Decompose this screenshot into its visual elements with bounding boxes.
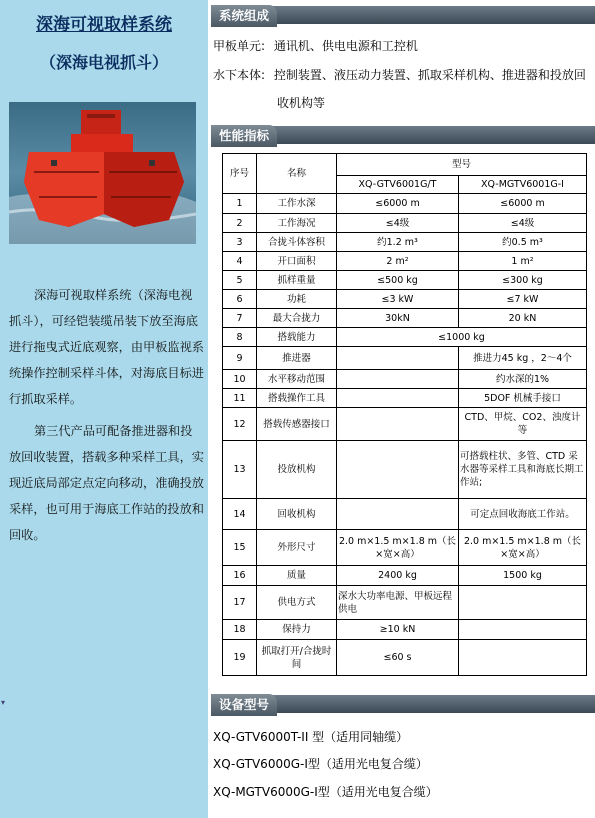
section-header-performance: [211, 125, 595, 147]
row-b: ≤300 kg: [459, 271, 587, 290]
row-a: 约1.2 m³: [337, 233, 459, 252]
header-no: 序号: [223, 154, 257, 194]
row-b: [459, 586, 587, 620]
row-no: 18: [223, 620, 257, 640]
models-header-label: 设备型号: [211, 694, 277, 716]
performance-header-label: 性能指标: [211, 125, 277, 147]
row-b: [459, 640, 587, 676]
sidebar: [0, 0, 208, 818]
deck-unit-text: 通讯机、供电电源和工控机: [273, 39, 418, 53]
product-subtitle: （深海电视抓斗）: [39, 53, 168, 72]
row-name: 推进器: [257, 347, 337, 370]
row-name: 搭载能力: [257, 328, 337, 347]
product-title[interactable]: 深海可视取样系统: [36, 15, 172, 35]
row-no: 19: [223, 640, 257, 676]
row-a: [337, 347, 459, 370]
row-no: 8: [223, 328, 257, 347]
row-no: 1: [223, 194, 257, 214]
deck-unit-label: 甲板单元:: [213, 39, 266, 53]
row-no: 10: [223, 370, 257, 389]
row-name: 投放机构: [257, 441, 337, 499]
row-name: 搭载操作工具: [257, 389, 337, 408]
row-merged: ≤1000 kg: [337, 328, 587, 347]
row-no: 11: [223, 389, 257, 408]
row-no: 6: [223, 290, 257, 309]
performance-table: [222, 153, 587, 676]
row-b: 可搭载柱状、多管、CTD 采水器等采样工具和海底长期工作站;: [459, 441, 587, 499]
composition-header-label: 系统组成: [211, 5, 277, 27]
underwater-line-2: 收机构等: [277, 96, 326, 110]
row-a: ≤60 s: [337, 640, 459, 676]
row-no: 15: [223, 530, 257, 566]
row-a: 2 m²: [337, 252, 459, 271]
row-a: ≤500 kg: [337, 271, 459, 290]
row-name: 抓样重量: [257, 271, 337, 290]
row-a: [337, 408, 459, 441]
row-name: 开口面积: [257, 252, 337, 271]
section-header-composition: [211, 5, 595, 27]
row-b: ≤4级: [459, 214, 587, 233]
row-a: ≤4级: [337, 214, 459, 233]
row-name: 功耗: [257, 290, 337, 309]
row-no: 7: [223, 309, 257, 328]
row-b: 可定点回收海底工作站。: [459, 499, 587, 530]
row-name: 质量: [257, 566, 337, 586]
row-no: 16: [223, 566, 257, 586]
row-a: 2.0 m×1.5 m×1.8 m（长×宽×高）: [337, 530, 459, 566]
row-b: 推进力45 kg ，2～4个: [459, 347, 587, 370]
deck-unit-line: [213, 37, 418, 55]
model-a-header: XQ-GTV6001G/T: [337, 176, 459, 194]
row-b: ≤7 kW: [459, 290, 587, 309]
row-no: 3: [223, 233, 257, 252]
row-name: 工作海况: [257, 214, 337, 233]
row-b: 1500 kg: [459, 566, 587, 586]
marker-dot: ▾: [1, 698, 6, 707]
row-b: 2.0 m×1.5 m×1.8 m（长×宽×高）: [459, 530, 587, 566]
row-a: [337, 499, 459, 530]
row-b: 20 kN: [459, 309, 587, 328]
row-no: 4: [223, 252, 257, 271]
row-no: 17: [223, 586, 257, 620]
intro-paragraph-2: 第三代产品可配备推进器和投放回收装置，搭载多种采样工具，实现近底局部定点定向移动，准确投放采样，也可用于海底工作站的投放和回收。: [9, 424, 204, 542]
row-b: CTD、甲烷、CO2、浊度计等: [459, 408, 587, 441]
underwater-text: 控制装置、液压动力装置、抓取采样机构、推进器和投放回: [273, 68, 586, 82]
row-no: 14: [223, 499, 257, 530]
row-name: 水平移动范围: [257, 370, 337, 389]
header-model: 型号: [337, 154, 587, 176]
row-name: 供电方式: [257, 586, 337, 620]
row-name: 合拢斗体容积: [257, 233, 337, 252]
row-b: 1 m²: [459, 252, 587, 271]
row-name: 外形尺寸: [257, 530, 337, 566]
row-b: 5DOF 机械手接口: [459, 389, 587, 408]
row-name: 保持力: [257, 620, 337, 640]
section-header-models: [211, 694, 595, 716]
row-a: 30kN: [337, 309, 459, 328]
row-no: 9: [223, 347, 257, 370]
underwater-line: [213, 66, 586, 84]
row-no: 2: [223, 214, 257, 233]
row-a: [337, 389, 459, 408]
row-no: 12: [223, 408, 257, 441]
row-name: 最大合拢力: [257, 309, 337, 328]
row-name: 回收机构: [257, 499, 337, 530]
model-item: XQ-MGTV6000G-Ⅰ型（适用光电复合缆）: [213, 785, 438, 799]
row-a: ≥10 kN: [337, 620, 459, 640]
row-a: ≤6000 m: [337, 194, 459, 214]
row-a: [337, 441, 459, 499]
grab-sampler-photo: [9, 102, 196, 244]
model-item: XQ-GTV6000G-Ⅰ型（适用光电复合缆）: [213, 757, 428, 771]
model-item: XQ-GTV6000T-II 型（适用同轴缆）: [213, 730, 409, 744]
row-a: [337, 370, 459, 389]
header-name: 名称: [257, 154, 337, 194]
row-b: 约水深的1%: [459, 370, 587, 389]
row-no: 13: [223, 441, 257, 499]
underwater-label: 水下本体:: [213, 68, 266, 82]
row-name: 抓取打开/合拢时间: [257, 640, 337, 676]
row-name: 工作水深: [257, 194, 337, 214]
row-b: ≤6000 m: [459, 194, 587, 214]
row-b: [459, 620, 587, 640]
row-no: 5: [223, 271, 257, 290]
model-b-header: XQ-MGTV6001G-Ⅰ: [459, 176, 587, 194]
row-a: 2400 kg: [337, 566, 459, 586]
row-name: 搭载传感器接口: [257, 408, 337, 441]
intro-paragraph-1: 深海可视取样系统（深海电视抓斗），可经铠装缆吊装下放至海底进行拖曳式近底观察，由甲板监视系统操作控制采样斗体，对海底目标进行抓取采样。: [9, 288, 204, 406]
row-b: 约0.5 m³: [459, 233, 587, 252]
row-a: ≤3 kW: [337, 290, 459, 309]
row-a: 深水大功率电源、甲板远程供电: [337, 586, 459, 620]
